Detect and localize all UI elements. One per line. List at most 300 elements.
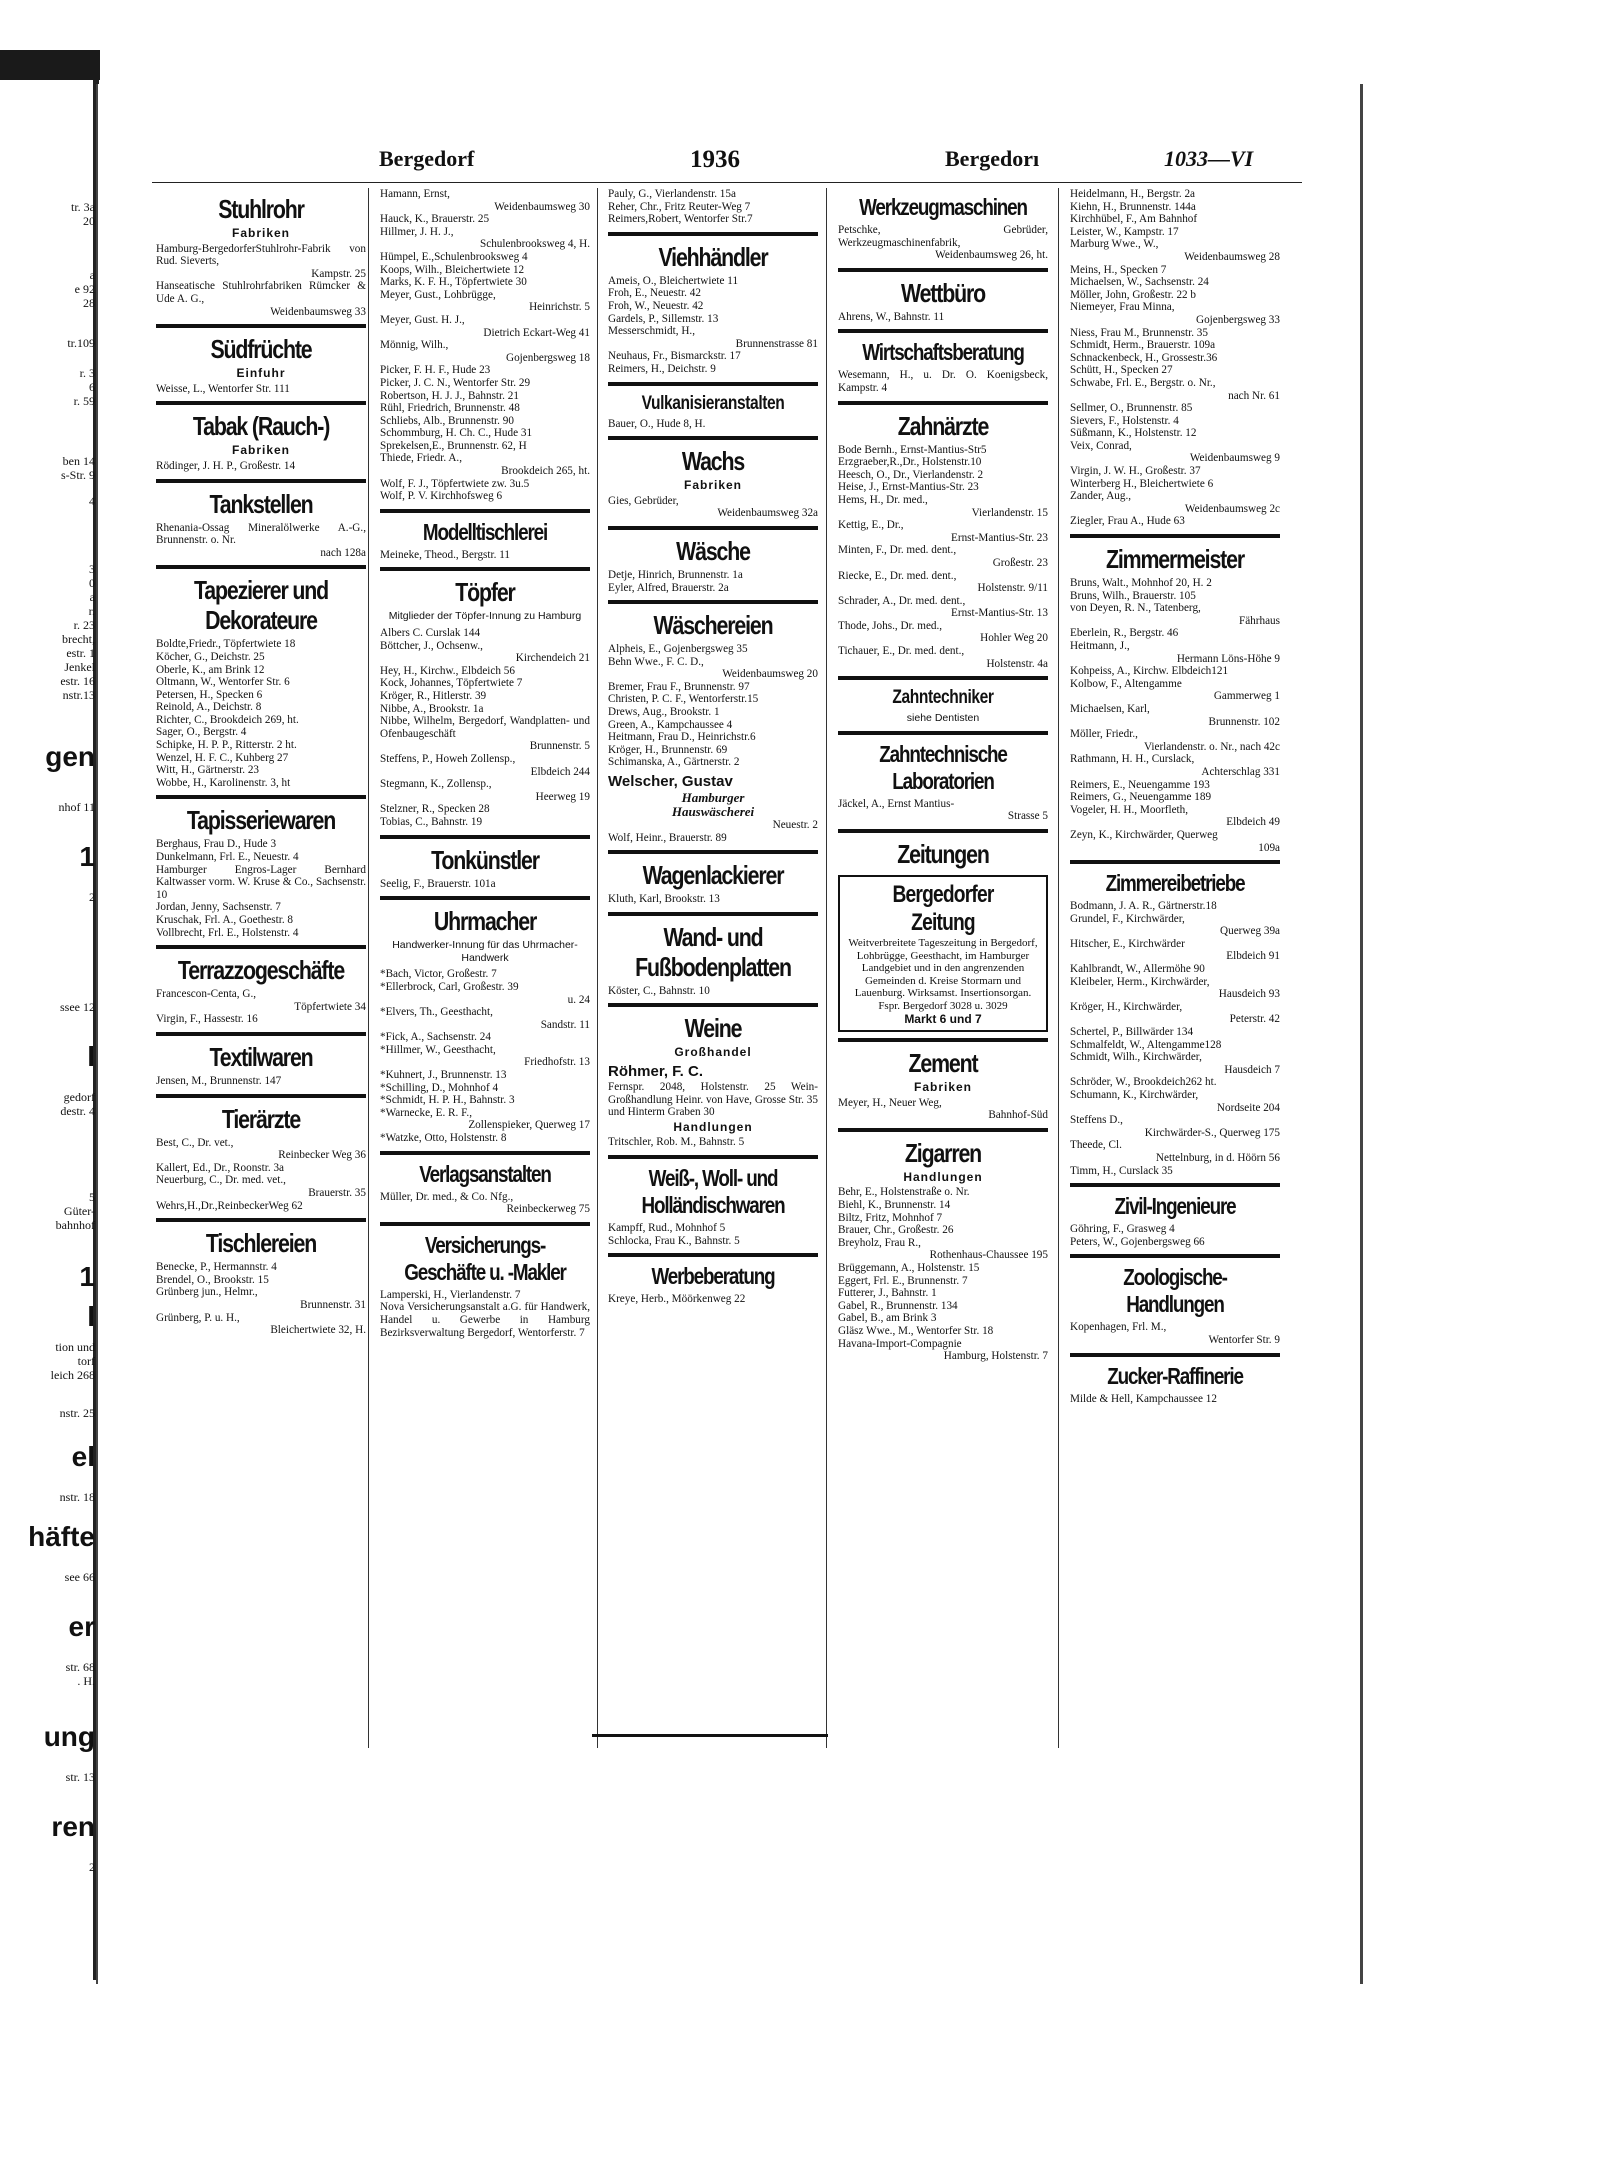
directory-section xyxy=(1070,1254,1280,1346)
directory-entry: Theede, Cl. xyxy=(1070,1139,1122,1152)
directory-entry: Bruns, Wilh., Brauerstr. 105 xyxy=(1070,589,1196,602)
directory-entry: Vogeler, H. H., Moorfleth, xyxy=(1070,803,1189,816)
directory-entry: Schröder, W., Brookdeich262 ht. xyxy=(1070,1076,1217,1089)
section-heading: Tapisseriewaren xyxy=(186,805,336,836)
directory-entry: Kluth, Karl, Brookstr. 13 xyxy=(608,893,720,906)
directory-entry: Minten, F., Dr. med. dent., xyxy=(838,544,957,557)
column-divider xyxy=(597,188,598,1748)
section-heading: Tonkünstler xyxy=(431,844,539,875)
left-page-text: ung xyxy=(43,1721,95,1752)
directory-entry: Gammerweg 1 xyxy=(1213,690,1280,703)
directory-entry: Zeyn, K., Kirchwärder, Querweg xyxy=(1070,828,1218,841)
directory-entry: Lamperski, H., Vierlandenstr. 7 xyxy=(380,1288,521,1301)
directory-entry: Kreye, Herb., Möörkenweg 22 xyxy=(608,1293,746,1306)
directory-section xyxy=(608,1003,818,1118)
directory-section xyxy=(1070,188,1280,528)
section-heading: Uhrmacher xyxy=(433,906,537,937)
directory-entry: Ernst-Mantius-Str. 23 xyxy=(951,531,1048,544)
directory-entry: Jensen, M., Brunnenstr. 147 xyxy=(156,1074,282,1087)
directory-entry: Petschke, Gebrüder, Werkzeugmaschinenfabrik, xyxy=(838,224,1048,249)
directory-entry: Schmidt, Wilh., Kirchwärder, xyxy=(1070,1051,1202,1064)
directory-entry: Behr, E., Holstenstraße o. Nr. xyxy=(838,1186,970,1199)
directory-entry: nach 128a xyxy=(320,546,366,559)
directory-entry: Francescon-Centa, G., xyxy=(156,988,257,1001)
directory-entry: Grünberg jun., Helmr., xyxy=(156,1286,258,1299)
section-heading: Weiß-, Woll- und Holländischwaren xyxy=(641,1164,785,1218)
directory-entry: Wobbe, H., Karolinenstr. 3, ht xyxy=(156,776,291,789)
directory-section xyxy=(156,945,366,1026)
directory-entry: Steffens, P., Howeh Zollensp., xyxy=(380,752,516,765)
left-page-text: nstr.13 xyxy=(62,688,95,702)
section-divider xyxy=(608,600,818,604)
left-page-text: 20 xyxy=(83,214,95,228)
directory-entry: Witt, H., Gärtnerstr. 23 xyxy=(156,764,260,777)
section-heading: Zahntechniker xyxy=(892,687,994,709)
section-divider xyxy=(838,401,1048,405)
directory-entry: Möller, John, Großestr. 22 b xyxy=(1070,288,1197,301)
column-divider xyxy=(368,188,369,1748)
header-right-place: Bergedorı xyxy=(945,146,1040,171)
directory-entry: u. 24 xyxy=(567,993,590,1006)
section-divider xyxy=(1070,1254,1280,1258)
section-heading: Zigarren xyxy=(904,1137,982,1168)
directory-entry: Christen, P. C. F., Wentorferstr.15 xyxy=(608,693,759,706)
section-divider xyxy=(380,1151,590,1155)
left-page-text: 6 xyxy=(89,380,95,394)
directory-entry: Virgin, J. W. H., Großestr. 37 xyxy=(1070,465,1201,478)
directory-section xyxy=(608,1155,818,1247)
directory-entry: Kröger, R., Hitlerstr. 39 xyxy=(380,690,487,702)
directory-entry: Rhenania-Ossag Mineralölwerke A.-G., Brunnenstr. o. Nr. xyxy=(156,521,366,547)
section-heading: Modelltischlerei xyxy=(422,518,548,545)
directory-entry: Kopenhagen, Frl. M., xyxy=(1070,1321,1167,1334)
directory-section xyxy=(380,188,590,503)
left-page-text: 5 xyxy=(89,1190,95,1204)
directory-entry: Futterer, J., Bahnstr. 1 xyxy=(838,1287,937,1300)
directory-entry: Böttcher, J., Ochsenw., xyxy=(380,639,483,652)
page xyxy=(96,84,1363,1984)
directory-section xyxy=(156,401,366,472)
section-divider xyxy=(608,526,818,530)
directory-entry: Heesch, O., Dr., Vierlandenstr. 2 xyxy=(838,468,984,481)
directory-entry: Bodmann, J. A. R., Gärtnerstr.18 xyxy=(1070,900,1217,913)
section-divider xyxy=(380,835,590,839)
section-heading: Terrazzogeschäfte xyxy=(177,955,345,986)
directory-entry: Gojenbergsweg 33 xyxy=(1196,313,1280,326)
directory-entry: Schlocka, Frau K., Bahnstr. 5 xyxy=(608,1234,740,1247)
directory-entry: Green, A., Kampchaussee 4 xyxy=(608,718,733,731)
directory-entry: Elbdeich 244 xyxy=(530,765,590,778)
directory-entry: Heerweg 19 xyxy=(535,790,590,803)
section-divider xyxy=(838,829,1048,833)
directory-entry: Hanseatische Stuhlrohrfabriken Rümcker & Ude A. G., xyxy=(156,280,366,305)
directory-entry: Kirchendeich 21 xyxy=(515,652,590,665)
directory-entry: Hausdeich 93 xyxy=(1218,988,1280,1001)
directory-entry: Bremer, Frau F., Brunnenstr. 97 xyxy=(608,680,750,693)
directory-entry: Schumann, K., Kirchwärder, xyxy=(1070,1089,1199,1101)
directory-entry: Bauer, O., Hude 8, H. xyxy=(608,417,706,430)
directory-entry: Kettig, E., Dr., xyxy=(838,519,904,532)
directory-entry: Hermann Löns-Höhe 9 xyxy=(1176,652,1280,665)
left-page-text: tr. 3a xyxy=(71,200,95,214)
directory-entry: Hillmer, J. H. J., xyxy=(380,225,454,238)
directory-entry: Strasse 5 xyxy=(1007,810,1048,823)
directory-entry: Marks, K. F. H., Töpfertwiete 30 xyxy=(380,276,527,289)
directory-section xyxy=(380,896,590,1145)
featured-tagline: Hauswäscherei xyxy=(671,804,755,820)
directory-entry: Ziegler, Frau A., Hude 63 xyxy=(1070,515,1185,528)
directory-entry: Kampstr. 25 xyxy=(311,267,366,280)
section-heading: Verlagsanstalten xyxy=(419,1160,551,1187)
directory-entry: Schulenbrooksweg 4, H. xyxy=(480,238,590,251)
directory-section xyxy=(380,1222,590,1339)
directory-entry: *Fick, A., Sachsenstr. 24 xyxy=(380,1031,491,1044)
directory-entry: Fernspr. 2048, Holstenstr. 25 Wein-Großhandlung Heinr. von Have, Grosse Str. 35 und Hinterm Graben 30 xyxy=(608,1081,818,1119)
column-5 xyxy=(1070,188,1280,1405)
directory-entry: Nettelnburg, in d. Höörn 56 xyxy=(1155,1151,1280,1164)
section-heading: Zeitungen xyxy=(897,839,989,870)
section-divider xyxy=(156,1218,366,1222)
directory-entry: Milde & Hell, Kampchaussee 12 xyxy=(1070,1392,1217,1405)
directory-entry: Havana-Import-Compagnie xyxy=(838,1337,962,1350)
directory-entry: Kruschak, Frl. A., Goethestr. 8 xyxy=(156,914,294,926)
directory-entry: Brunnenstr. 102 xyxy=(1208,715,1280,728)
directory-entry: Froh, E., Neuestr. 42 xyxy=(608,287,701,300)
directory-entry: Leister, W., Kampstr. 17 xyxy=(1070,225,1179,238)
left-page-text: gen xyxy=(45,741,95,772)
directory-entry: Hamann, Ernst, xyxy=(380,188,450,200)
left-page-text: häfte xyxy=(28,1521,95,1552)
directory-entry: Schmalfeldt, W., Altengamme128 xyxy=(1070,1038,1222,1051)
section-divider xyxy=(608,1253,818,1257)
directory-entry: Richter, C., Brookdeich 269, ht. xyxy=(156,713,299,726)
directory-section xyxy=(838,829,1048,1032)
section-subheading: Fabriken xyxy=(231,226,290,240)
directory-entry: Dietrich Eckart-Weg 41 xyxy=(483,326,590,339)
directory-entry: Alpheis, E., Gojenbergsweg 35 xyxy=(608,643,748,656)
section-subheading: Fabriken xyxy=(683,478,742,493)
directory-entry: Achterschlag 331 xyxy=(1201,765,1280,778)
left-page-text: Jenkel xyxy=(64,660,95,674)
directory-entry: Peterstr. 42 xyxy=(1229,1013,1280,1026)
directory-entry: Schmidt, Herm., Brauerstr. 109a xyxy=(1070,339,1216,352)
directory-entry: Meyer, H., Neuer Weg, xyxy=(838,1096,942,1109)
section-heading: Zement xyxy=(908,1048,978,1079)
directory-entry: Nibbe, Wilhelm, Bergedorf, Wandplatten- und Ofenbaugeschäft xyxy=(380,715,590,740)
section-heading: Werkzeugmaschinen xyxy=(859,194,1027,220)
section-heading: Tankstellen xyxy=(209,488,313,519)
directory-entry: Schnackenbeck, H., Grossestr.36 xyxy=(1070,351,1218,364)
directory-entry: Bahnhof-Süd xyxy=(988,1109,1048,1122)
directory-entry: Weidenbaumsweg 32a xyxy=(717,507,818,520)
directory-entry: Petersen, H., Specken 6 xyxy=(156,688,263,701)
directory-entry: Oberle, K., am Brink 12 xyxy=(156,663,265,676)
directory-section xyxy=(1070,534,1280,854)
directory-entry: Hümpel, E.,Schulenbrooksweg 4 xyxy=(380,250,528,263)
directory-entry: Thiede, Friedr. A., xyxy=(380,452,463,465)
directory-entry: Tobias, C., Bahnstr. 19 xyxy=(380,815,483,828)
directory-entry: Berghaus, Frau D., Hude 3 xyxy=(156,838,277,851)
section-divider xyxy=(838,268,1048,272)
directory-entry: Weisse, L., Wentorfer Str. 111 xyxy=(156,382,290,395)
directory-entry: Jäckel, A., Ernst Mantius- xyxy=(838,797,955,810)
left-page-text: ben 14 xyxy=(62,454,95,468)
directory-entry: Reimers, H., Deichstr. 9 xyxy=(608,362,716,375)
section-heading: Wäsche xyxy=(676,535,750,566)
directory-entry: Hems, H., Dr. med., xyxy=(838,493,928,506)
directory-entry: Kirchhübel, F., Am Bahnhof xyxy=(1070,213,1198,226)
directory-entry: Meyer, Gust., Lohbrügge, xyxy=(380,288,496,301)
directory-entry: Weidenbaumsweg 9 xyxy=(1189,452,1280,465)
directory-entry: Schrader, A., Dr. med. dent., xyxy=(838,594,966,607)
advertisement-address: Markt 6 und 7 xyxy=(904,1012,982,1027)
directory-entry: Wolf, Heinr., Brauerstr. 89 xyxy=(608,831,727,844)
header-left-place: Bergedorf xyxy=(379,146,475,171)
directory-entry: Seelig, F., Brauerstr. 101a xyxy=(380,877,496,890)
directory-section xyxy=(838,676,1048,725)
column-3 xyxy=(608,188,818,1306)
directory-entry: Hohler Weg 20 xyxy=(980,632,1048,645)
directory-entry: Meyer, Gust. H. J., xyxy=(380,313,465,326)
directory-section xyxy=(608,382,818,431)
directory-section xyxy=(156,565,366,789)
directory-entry: Schommburg, H. Ch. C., Hude 31 xyxy=(380,427,533,440)
left-page-text: str. 68 xyxy=(65,1660,95,1674)
directory-entry: Jordan, Jenny, Sachsenstr. 7 xyxy=(156,901,281,914)
directory-entry: Neuhaus, Fr., Bismarckstr. 17 xyxy=(608,350,741,363)
left-page-text: leich 268 xyxy=(50,1368,95,1382)
left-page-fragment xyxy=(0,160,95,1970)
directory-entry: von Deyen, R. N., Tatenberg, xyxy=(1070,602,1201,615)
directory-entry: Michaelsen, W., Sachsenstr. 24 xyxy=(1070,276,1209,289)
section-divider xyxy=(838,1128,1048,1132)
directory-section xyxy=(838,1038,1048,1122)
section-divider xyxy=(380,567,590,571)
left-page-text: er xyxy=(68,1611,95,1642)
directory-section xyxy=(156,795,366,939)
directory-entry: Rühl, Friedrich, Brunnenstr. 48 xyxy=(380,402,520,415)
directory-entry: Brookdeich 265, ht. xyxy=(501,465,590,478)
directory-entry: Heitmann, Frau D., Heinrichstr.6 xyxy=(608,731,756,744)
section-heading: Textilwaren xyxy=(209,1041,313,1072)
directory-entry: Ahrens, W., Bahnstr. 11 xyxy=(838,310,945,323)
directory-entry: *Bach, Victor, Großestr. 7 xyxy=(380,968,497,981)
directory-entry: Schütt, H., Specken 27 xyxy=(1070,364,1173,377)
left-page-text: s-Str. 9 xyxy=(60,468,95,482)
section-divider xyxy=(838,329,1048,333)
directory-entry: Biehl, K., Brunnenstr. 14 xyxy=(838,1199,951,1211)
directory-entry: Weidenbaumsweg 26, ht. xyxy=(935,249,1048,262)
directory-section xyxy=(608,912,818,998)
directory-entry: Grundel, F., Kirchwärder, xyxy=(1070,912,1185,925)
directory-entry: Hauck, K., Brauerstr. 25 xyxy=(380,213,490,226)
directory-entry: Sprekelsen,E., Brunnenstr. 62, H xyxy=(380,439,527,452)
directory-entry: Rathmann, H. H., Curslack, xyxy=(1070,753,1195,766)
directory-entry: Heidelmann, H., Bergstr. 2a xyxy=(1070,188,1196,200)
directory-entry: Grünberg, P. u. H., xyxy=(156,1311,240,1324)
section-heading: Tierärzte xyxy=(221,1103,301,1134)
section-subheading: Handlungen xyxy=(673,1119,753,1134)
directory-entry: Köster, C., Bahnstr. 10 xyxy=(608,984,710,997)
directory-entry: Kleibeler, Herm., Kirchwärder, xyxy=(1070,975,1210,988)
left-page-text: a xyxy=(89,590,95,604)
column-divider xyxy=(1058,188,1059,1748)
featured-name: Welscher, Gustav xyxy=(608,773,733,791)
directory-entry: Wehrs,H.,Dr.,ReinbeckerWeg 62 xyxy=(156,1199,303,1212)
left-page-text: l xyxy=(87,1301,95,1332)
directory-entry: Friedhofstr. 13 xyxy=(524,1056,590,1069)
directory-entry: Pauly, G., Vierlandenstr. 15a xyxy=(608,188,736,200)
directory-entry: Elbdeich 91 xyxy=(1226,950,1280,963)
directory-entry: Kock, Johannes, Töpfertwiete 7 xyxy=(380,677,523,690)
section-heading: Tabak (Rauch-) xyxy=(192,411,330,442)
directory-entry: Weidenbaumsweg 28 xyxy=(1184,250,1280,263)
top-left-black-edge xyxy=(0,50,100,80)
section-divider xyxy=(838,731,1048,735)
left-page-text: 3 xyxy=(89,562,95,576)
column-divider xyxy=(826,188,827,1748)
directory-entry: Picker, F. H. F., Hude 23 xyxy=(380,364,491,377)
section-divider xyxy=(156,324,366,328)
directory-entry: Niemeyer, Frau Minna, xyxy=(1070,301,1175,314)
left-page-text: r. xyxy=(88,604,95,618)
left-page-text: r. 3 xyxy=(79,366,95,380)
section-heading: Wirtschaftsberatung xyxy=(862,339,1024,366)
directory-entry: Boldte,Friedr., Töpfertwiete 18 xyxy=(156,638,296,651)
directory-entry: Weidenbaumsweg 20 xyxy=(722,668,818,681)
directory-section xyxy=(380,835,590,891)
directory-section xyxy=(1070,1183,1280,1248)
directory-entry: Möller, Friedr., xyxy=(1070,728,1138,741)
section-divider xyxy=(838,676,1048,680)
directory-entry: Kampff, Rud., Mohnhof 5 xyxy=(608,1221,726,1234)
section-heading: Töpfer xyxy=(455,577,515,608)
directory-entry: Vierlandenstr. 15 xyxy=(971,506,1048,519)
directory-entry: Querweg 39a xyxy=(1220,925,1280,938)
directory-entry: Brunnenstr. 5 xyxy=(529,740,590,753)
advertisement-body: Weitverbreitete Tageszeitung in Bergedorf, Lohbrügge, Geesthacht, im Hamburger Landgebiet und in den angrenzenden Gemeinden d. Kreise Stormarn und Lauenburg. Wirksamst. Insertionsorgan. Fspr. Bergedorf 3028 u. 3029 xyxy=(848,937,1038,1012)
directory-entry: Kröger, H., Brunnenstr. 69 xyxy=(608,743,728,756)
directory-entry: Rödinger, J. H. P., Großestr. 14 xyxy=(156,459,296,472)
directory-entry: Marburg Wwe., W., xyxy=(1070,238,1159,251)
section-divider xyxy=(156,945,366,949)
directory-section xyxy=(380,567,590,828)
section-subheading: Fabriken xyxy=(913,1080,972,1095)
left-page-text: str. 13 xyxy=(65,1770,95,1784)
section-heading: Wagenlackierer xyxy=(642,860,784,891)
left-page-text: gedorf xyxy=(63,1090,95,1104)
directory-entry: Timm, H., Curslack 35 xyxy=(1070,1164,1173,1177)
directory-section xyxy=(838,1128,1048,1363)
directory-entry: Heitmann, J., xyxy=(1070,640,1130,652)
directory-section xyxy=(838,329,1048,394)
directory-section xyxy=(608,188,818,226)
directory-section xyxy=(1070,1353,1280,1406)
left-page-text: 28 xyxy=(83,296,95,310)
directory-entry: Riecke, E., Dr. med. dent., xyxy=(838,569,957,582)
section-heading: Zoologische-Handlungen xyxy=(1123,1264,1227,1318)
directory-entry: Sandstr. 11 xyxy=(540,1018,590,1031)
directory-entry: Holstenstr. 4a xyxy=(986,657,1048,670)
section-heading: Zimmermeister xyxy=(1106,544,1244,575)
directory-entry: Peters, W., Gojenbergsweg 66 xyxy=(1070,1235,1205,1248)
section-divider xyxy=(608,912,818,916)
section-heading: Zahnärzte xyxy=(897,410,989,441)
section-divider xyxy=(608,436,818,440)
section-heading: Stuhlrohr xyxy=(218,194,304,224)
directory-entry: Großestr. 23 xyxy=(992,556,1048,569)
directory-entry: Brunnenstrasse 81 xyxy=(735,337,818,350)
directory-section xyxy=(608,232,818,376)
directory-section xyxy=(380,509,590,562)
directory-entry: Mönnig, Wilh., xyxy=(380,339,449,352)
directory-entry: Sievers, F., Holstenstr. 4 xyxy=(1070,414,1179,427)
directory-section xyxy=(838,401,1048,671)
directory-entry: Hey, H., Kirchw., Elbdeich 56 xyxy=(380,664,515,677)
directory-section xyxy=(1070,860,1280,1177)
directory-section xyxy=(156,324,366,395)
directory-entry: Reimers, G., Neuengamme 189 xyxy=(1070,791,1212,804)
section-divider xyxy=(608,1155,818,1159)
directory-entry: Robertson, H. J. J., Bahnstr. 21 xyxy=(380,389,519,402)
section-heading: Vulkanisieranstalten xyxy=(641,392,785,414)
column-1 xyxy=(156,188,366,1337)
left-page-text: 2 xyxy=(89,1860,95,1874)
directory-entry: Koops, Wilh., Bleichertwiete 12 xyxy=(380,263,525,276)
directory-entry: Müller, Dr. med., & Co. Nfg., xyxy=(380,1190,514,1203)
section-divider xyxy=(156,1094,366,1098)
section-heading: Zivil-Ingenieure xyxy=(1114,1193,1236,1220)
section-divider xyxy=(156,479,366,483)
directory-entry: Hausdeich 7 xyxy=(1224,1063,1280,1076)
directory-entry: Fährhaus xyxy=(1238,614,1280,627)
directory-entry: *Watzke, Otto, Holstenstr. 8 xyxy=(380,1132,507,1145)
directory-entry: *Hillmer, W., Geesthacht, xyxy=(380,1043,496,1056)
directory-entry: Gläsz Wwe., M., Wentorfer Str. 18 xyxy=(838,1324,994,1337)
directory-entry: Schliebs, Alb., Brunnenstr. 90 xyxy=(380,414,514,427)
directory-entry: Sager, O., Bergstr. 4 xyxy=(156,726,247,739)
directory-entry: Sellmer, O., Brunnenstr. 85 xyxy=(1070,402,1193,415)
directory-entry: Picker, J. C. N., Wentorfer Str. 29 xyxy=(380,376,531,389)
directory-entry: Weidenbaumsweg 30 xyxy=(494,200,590,213)
section-divider xyxy=(608,850,818,854)
section-divider xyxy=(380,896,590,900)
directory-entry: Weidenbaumsweg 33 xyxy=(270,305,366,318)
directory-entry: Gojenbergsweg 18 xyxy=(506,351,590,364)
directory-entry: Kallert, Ed., Dr., Roonstr. 3a xyxy=(156,1161,285,1174)
directory-entry: Drews, Aug., Brookstr. 1 xyxy=(608,706,720,719)
section-note: siehe Dentisten xyxy=(906,712,980,725)
directory-entry: Eyler, Alfred, Brauerstr. 2a xyxy=(608,581,729,594)
directory-entry: Nova Versicherungsanstalt a.G. für Handwerk, Handel u. Gewerbe in Hamburg Bezirksverwaltung Bergedorf, Wentorferstr. 7 xyxy=(380,1301,590,1339)
directory-entry: *Schmidt, H. P. H., Bahnstr. 3 xyxy=(380,1094,515,1107)
directory-entry: Kolbow, F., Altengamme xyxy=(1070,677,1182,690)
directory-entry: Froh, W., Neuestr. 42 xyxy=(608,299,704,312)
directory-entry: Brauer, Chr., Großestr. 26 xyxy=(838,1224,954,1237)
header-year: 1936 xyxy=(690,146,740,173)
section-heading: Werbeberatung xyxy=(651,1263,775,1290)
directory-entry: Wolf, P. V. Kirchhofsweg 6 xyxy=(380,490,503,503)
directory-entry: Meineke, Theod., Bergstr. 11 xyxy=(380,548,510,561)
left-page-text: ssee 12 xyxy=(60,1000,95,1014)
section-heading: Tapezierer und Dekorateure xyxy=(194,575,328,636)
directory-entry: Albers C. Curslak 144 xyxy=(380,627,481,640)
directory-entry: Virgin, F., Hassestr. 16 xyxy=(156,1013,258,1026)
directory-entry: Wesemann, H., u. Dr. O. Koenigsbeck, Kampstr. 4 xyxy=(838,369,1048,394)
directory-entry: Holstenstr. 9/11 xyxy=(977,582,1048,595)
directory-entry: Kahlbrandt, W., Allermöhe 90 xyxy=(1070,963,1205,976)
left-page-text: 2 xyxy=(89,890,95,904)
